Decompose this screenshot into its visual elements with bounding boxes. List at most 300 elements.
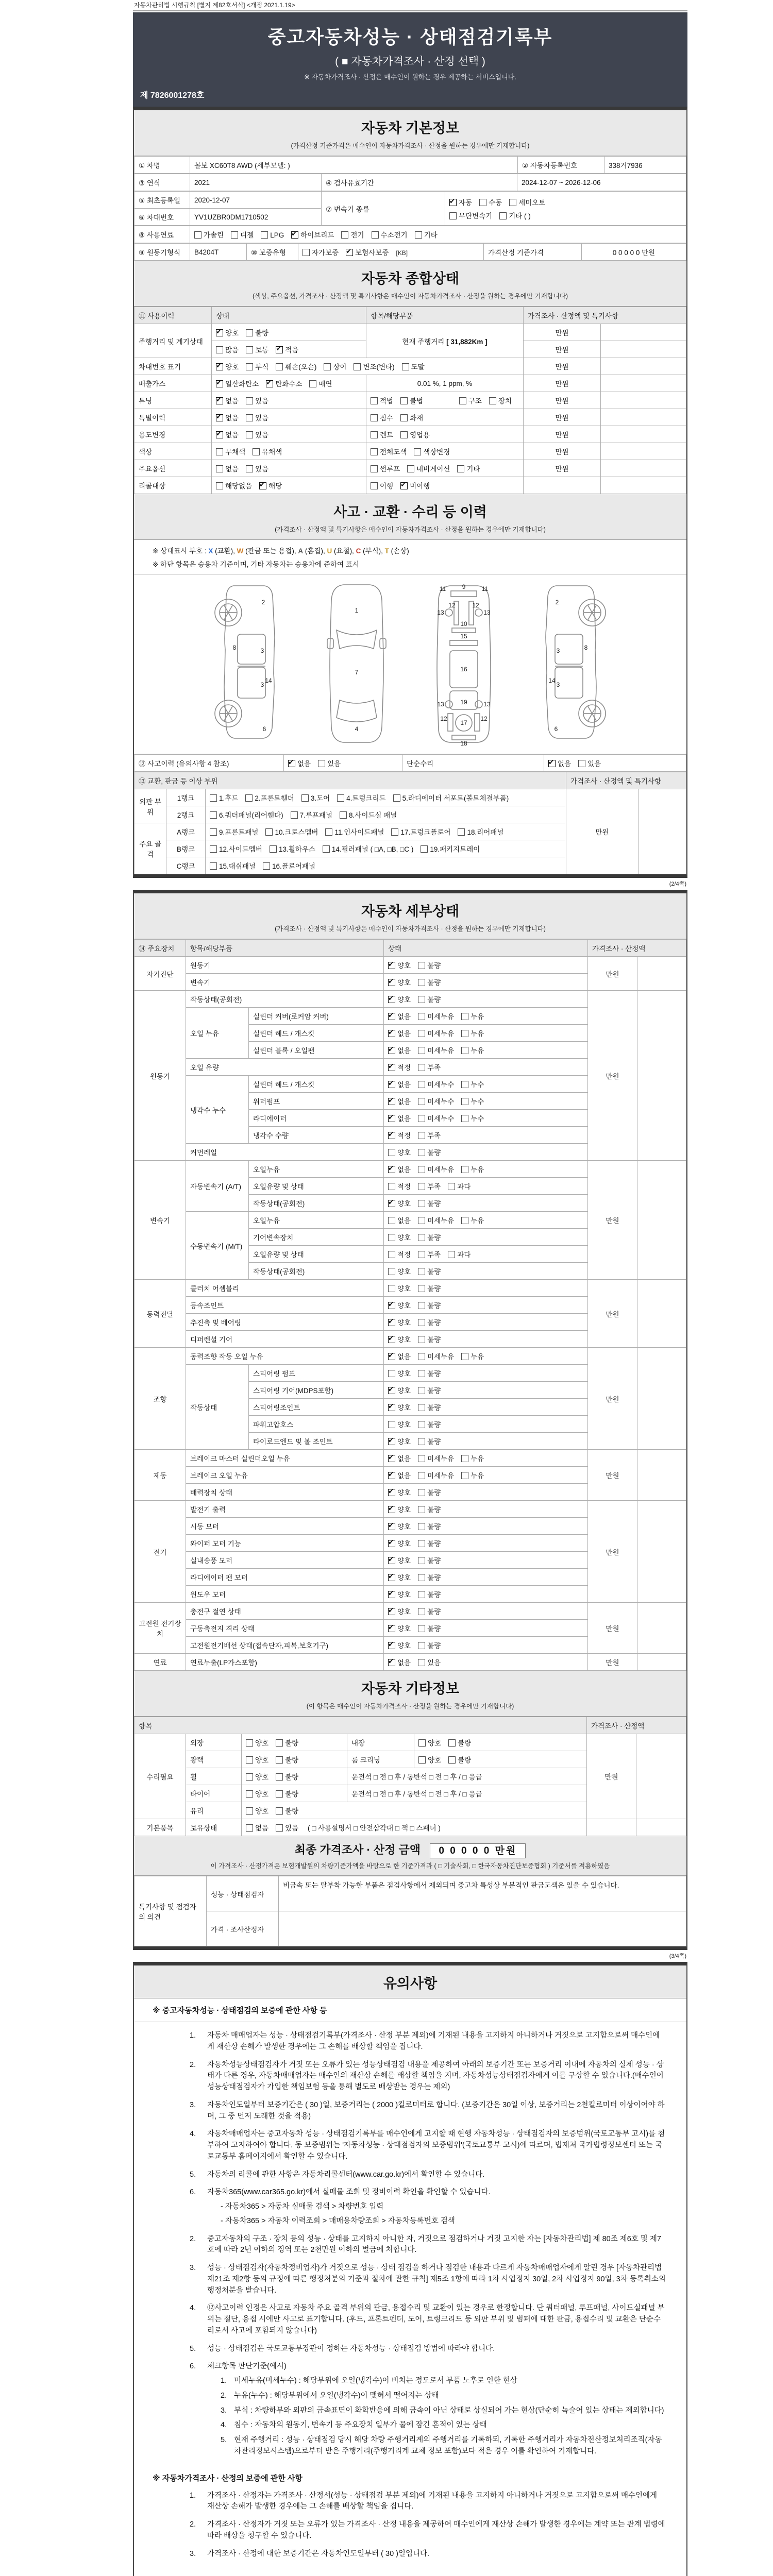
checkbox-icon[interactable] [418,1183,425,1190]
checkbox-icon[interactable] [246,1824,253,1832]
checkbox-option[interactable] [400,480,430,490]
checkbox-icon[interactable] [246,1790,253,1798]
checkbox-checked-icon[interactable] [388,1319,395,1326]
checkbox-icon[interactable] [418,1217,425,1224]
checkbox-icon[interactable] [246,329,253,336]
checkbox-icon[interactable] [418,1506,425,1513]
checkbox-option[interactable]: 18.리어패널 [458,826,503,837]
checkbox-option[interactable] [418,1572,441,1582]
checkbox-icon[interactable] [418,1013,425,1020]
checkbox-option[interactable] [461,1113,484,1123]
checkbox-icon[interactable] [371,397,378,404]
checkbox-icon[interactable] [448,1183,455,1190]
checkbox-option[interactable] [346,247,389,257]
checkbox-option[interactable] [246,1788,268,1799]
checkbox-icon[interactable] [388,1251,395,1258]
checkbox-icon[interactable] [276,1807,283,1815]
checkbox-option[interactable] [388,1334,411,1344]
checkbox-option[interactable]: 4.트렁크리드 [337,792,385,803]
checkbox-option[interactable] [276,1805,298,1816]
checkbox-option[interactable]: 8.사이드실 패널 [340,809,397,820]
checkbox-option[interactable] [216,429,239,439]
checkbox-checked-icon[interactable] [388,1557,395,1564]
checkbox-option[interactable] [253,446,282,456]
checkbox-option[interactable] [418,1504,441,1514]
checkbox-option[interactable] [388,1266,411,1276]
checkbox-icon[interactable] [418,1438,425,1445]
checkbox-icon[interactable] [388,1268,395,1275]
checkbox-option[interactable] [276,1771,298,1782]
checkbox-icon[interactable] [418,1115,425,1122]
checkbox-checked-icon[interactable] [266,380,273,387]
checkbox-option[interactable] [418,1198,441,1208]
checkbox-icon[interactable] [210,794,217,802]
checkbox-icon[interactable] [457,465,464,472]
checkbox-icon[interactable] [246,431,253,438]
checkbox-option[interactable] [388,994,411,1004]
checkbox-option[interactable] [388,1589,411,1599]
checkbox-option[interactable] [479,197,502,207]
checkbox-option[interactable] [231,229,254,240]
checkbox-option[interactable] [400,429,430,439]
checkbox-option[interactable] [388,1249,411,1259]
checkbox-option[interactable] [388,1419,411,1429]
checkbox-option[interactable]: 10.크로스멤버 [265,826,318,837]
checkbox-option[interactable] [461,1453,484,1463]
checkbox-option[interactable] [246,361,268,371]
checkbox-option[interactable] [418,1249,441,1259]
checkbox-option[interactable] [388,1164,411,1174]
checkbox-icon[interactable] [418,1251,425,1258]
checkbox-option[interactable] [461,1028,484,1038]
checkbox-option[interactable] [548,758,571,768]
checkbox-icon[interactable] [418,1166,425,1173]
checkbox-icon[interactable] [418,1064,425,1071]
checkbox-icon[interactable] [418,1489,425,1496]
checkbox-checked-icon[interactable] [388,1540,395,1547]
checkbox-option[interactable] [388,1283,411,1293]
checkbox-option[interactable] [418,1737,441,1748]
checkbox-icon[interactable] [448,1739,456,1747]
checkbox-checked-icon[interactable] [259,482,266,489]
checkbox-icon[interactable] [265,828,273,836]
checkbox-option[interactable] [276,1822,298,1833]
checkbox-icon[interactable] [309,380,316,387]
checkbox-option[interactable] [216,446,245,456]
checkbox-icon[interactable] [246,363,253,370]
checkbox-icon[interactable] [276,1773,283,1781]
checkbox-checked-icon[interactable] [388,1166,395,1173]
checkbox-option[interactable] [461,1470,484,1480]
checkbox-option[interactable] [418,1385,441,1395]
checkbox-icon[interactable] [323,845,330,853]
checkbox-checked-icon[interactable] [388,979,395,986]
checkbox-icon[interactable] [418,1098,425,1105]
checkbox-option[interactable] [246,1822,268,1833]
checkbox-option[interactable] [216,395,239,405]
checkbox-option[interactable] [276,361,316,371]
checkbox-option[interactable] [418,1113,454,1123]
checkbox-option[interactable] [418,1657,441,1667]
checkbox-option[interactable] [246,463,268,473]
checkbox-option[interactable] [371,395,393,405]
checkbox-icon[interactable] [421,845,428,853]
checkbox-icon[interactable] [246,1773,253,1781]
checkbox-icon[interactable] [479,199,486,206]
checkbox-icon[interactable] [407,465,414,472]
checkbox-checked-icon[interactable] [388,1489,395,1496]
checkbox-icon[interactable] [418,1132,425,1139]
checkbox-option[interactable] [246,395,268,405]
checkbox-checked-icon[interactable] [388,1659,395,1666]
checkbox-option[interactable] [461,1011,484,1021]
checkbox-checked-icon[interactable] [216,431,223,438]
checkbox-icon[interactable] [499,212,507,219]
checkbox-icon[interactable] [461,1115,468,1122]
checkbox-option[interactable] [276,1737,298,1748]
checkbox-icon[interactable] [337,794,344,802]
checkbox-icon[interactable] [418,1285,425,1292]
checkbox-option[interactable] [418,1436,441,1446]
checkbox-option[interactable] [418,1640,441,1650]
checkbox-icon[interactable] [263,862,270,870]
checkbox-icon[interactable] [448,1756,456,1764]
checkbox-icon[interactable] [400,431,408,438]
checkbox-option[interactable] [388,1181,411,1191]
checkbox-option[interactable] [461,1164,484,1174]
checkbox-icon[interactable] [418,1591,425,1598]
checkbox-option[interactable] [194,229,224,240]
checkbox-icon[interactable] [246,346,253,353]
checkbox-option[interactable] [388,1198,411,1208]
checkbox-icon[interactable] [261,231,268,239]
checkbox-option[interactable] [246,344,268,354]
checkbox-option[interactable] [388,1436,411,1446]
checkbox-option[interactable]: 7.루프패널 [291,809,332,820]
checkbox-option[interactable] [388,1487,411,1497]
checkbox-option[interactable] [418,1300,441,1310]
checkbox-icon[interactable] [371,448,378,455]
checkbox-option[interactable] [371,446,407,456]
checkbox-icon[interactable] [276,363,283,370]
checkbox-icon[interactable] [276,1739,283,1747]
checkbox-option[interactable] [449,197,472,207]
checkbox-option[interactable] [418,1419,441,1429]
checkbox-checked-icon[interactable] [291,231,298,239]
checkbox-icon[interactable] [418,1421,425,1428]
checkbox-option[interactable] [418,1754,441,1765]
checkbox-checked-icon[interactable] [388,1387,395,1394]
checkbox-icon[interactable] [388,1149,395,1156]
checkbox-icon[interactable] [325,828,332,836]
checkbox-checked-icon[interactable] [388,1336,395,1343]
checkbox-icon[interactable] [449,212,457,219]
checkbox-option[interactable] [448,1737,471,1748]
checkbox-option[interactable] [388,1317,411,1327]
checkbox-icon[interactable] [461,1455,468,1462]
checkbox-option[interactable] [216,463,239,473]
checkbox-option[interactable] [418,1215,454,1225]
checkbox-icon[interactable] [461,1353,468,1360]
checkbox-icon[interactable] [388,1285,395,1292]
checkbox-icon[interactable] [418,1557,425,1564]
checkbox-checked-icon[interactable] [388,1098,395,1105]
checkbox-icon[interactable] [301,794,309,802]
checkbox-option[interactable] [388,1385,411,1395]
checkbox-icon[interactable] [245,794,253,802]
checkbox-icon[interactable] [210,845,217,853]
checkbox-option[interactable] [388,1470,411,1480]
checkbox-icon[interactable] [418,1739,426,1747]
checkbox-icon[interactable] [461,1081,468,1088]
checkbox-icon[interactable] [391,828,398,836]
checkbox-option[interactable] [402,361,425,371]
checkbox-icon[interactable] [216,448,223,455]
checkbox-icon[interactable] [461,1013,468,1020]
checkbox-option[interactable] [371,412,393,422]
checkbox-checked-icon[interactable] [388,1625,395,1632]
checkbox-option[interactable] [246,1805,268,1816]
checkbox-option[interactable] [459,395,482,405]
checkbox-option[interactable] [341,229,364,240]
checkbox-option[interactable]: 6.쿼더패널(리어휀다) [210,809,283,820]
checkbox-icon[interactable] [371,465,378,472]
checkbox-icon[interactable] [418,1081,425,1088]
checkbox-option[interactable] [216,344,239,354]
checkbox-option[interactable]: 16.플로어패널 [263,860,315,871]
checkbox-checked-icon[interactable] [400,482,408,489]
checkbox-icon[interactable] [388,1421,395,1428]
checkbox-checked-icon[interactable] [449,199,457,206]
checkbox-checked-icon[interactable] [216,363,223,370]
checkbox-option[interactable] [309,378,332,388]
checkbox-option[interactable] [418,1317,441,1327]
checkbox-option[interactable] [291,229,334,240]
checkbox-option[interactable] [461,1045,484,1055]
checkbox-checked-icon[interactable] [388,1404,395,1411]
checkbox-icon[interactable] [459,397,466,404]
checkbox-option[interactable] [418,1521,441,1531]
checkbox-option[interactable] [388,1147,411,1157]
checkbox-option[interactable] [388,1300,411,1310]
checkbox-option[interactable] [276,1788,298,1799]
checkbox-option[interactable] [246,1754,268,1765]
checkbox-option[interactable] [261,231,284,239]
checkbox-icon[interactable] [270,845,277,853]
checkbox-checked-icon[interactable] [388,1438,395,1445]
checkbox-option[interactable]: 9.프론트패널 [210,826,258,837]
checkbox-checked-icon[interactable] [388,1200,395,1207]
checkbox-checked-icon[interactable] [388,996,395,1003]
checkbox-checked-icon[interactable] [388,1302,395,1309]
checkbox-icon[interactable] [418,1047,425,1054]
checkbox-icon[interactable] [418,1302,425,1309]
checkbox-icon[interactable] [216,482,223,489]
checkbox-option[interactable] [388,1130,411,1140]
checkbox-option[interactable] [388,1011,411,1021]
checkbox-option[interactable] [415,229,438,240]
checkbox-icon[interactable] [246,1739,253,1747]
checkbox-icon[interactable] [418,1608,425,1615]
checkbox-icon[interactable] [418,1030,425,1037]
checkbox-icon[interactable] [371,414,378,421]
checkbox-checked-icon[interactable] [388,1353,395,1360]
checkbox-option[interactable] [509,197,545,207]
checkbox-icon[interactable] [246,1807,253,1815]
checkbox-option[interactable]: 2.프론트휀더 [245,792,294,803]
checkbox-option[interactable] [216,327,239,337]
checkbox-option[interactable] [418,1283,441,1293]
checkbox-checked-icon[interactable] [388,1591,395,1598]
checkbox-option[interactable] [216,480,252,490]
checkbox-checked-icon[interactable] [276,346,283,353]
checkbox-option[interactable] [418,1045,454,1055]
checkbox-checked-icon[interactable] [388,1115,395,1122]
checkbox-option[interactable] [246,1737,268,1748]
checkbox-option[interactable] [388,1640,411,1650]
checkbox-option[interactable] [400,412,423,422]
checkbox-option[interactable] [388,1096,411,1106]
checkbox-icon[interactable] [461,1047,468,1054]
checkbox-icon[interactable] [461,1166,468,1173]
checkbox-icon[interactable] [418,1455,425,1462]
checkbox-checked-icon[interactable] [388,1081,395,1088]
checkbox-option[interactable] [418,960,441,970]
checkbox-checked-icon[interactable] [388,1455,395,1462]
checkbox-option[interactable] [418,1062,441,1072]
checkbox-icon[interactable] [210,811,217,819]
checkbox-icon[interactable] [418,1574,425,1581]
checkbox-icon[interactable] [418,1149,425,1156]
checkbox-icon[interactable] [418,979,425,986]
checkbox-icon[interactable] [341,231,348,239]
checkbox-option[interactable] [388,977,411,987]
checkbox-option[interactable] [388,1606,411,1616]
checkbox-option[interactable] [246,1771,268,1782]
checkbox-checked-icon[interactable] [388,1642,395,1649]
checkbox-option[interactable] [388,1232,411,1242]
checkbox-icon[interactable] [246,414,253,421]
checkbox-icon[interactable] [210,862,217,870]
checkbox-option[interactable] [489,395,512,405]
checkbox-icon[interactable] [448,1251,455,1258]
checkbox-icon[interactable] [318,760,325,767]
checkbox-option[interactable] [388,1079,411,1089]
checkbox-icon[interactable] [210,828,217,836]
checkbox-option[interactable] [388,1028,411,1038]
checkbox-icon[interactable] [400,397,408,404]
checkbox-option[interactable] [388,1368,411,1378]
checkbox-option[interactable] [418,1470,454,1480]
checkbox-option[interactable] [246,327,268,337]
checkbox-option[interactable] [371,463,400,473]
checkbox-option[interactable]: 11.인사이드패널 [325,826,384,837]
checkbox-option[interactable] [246,412,268,422]
checkbox-icon[interactable] [194,231,201,239]
checkbox-option[interactable] [372,229,408,240]
checkbox-icon[interactable] [418,1370,425,1377]
checkbox-option[interactable] [418,1164,454,1174]
checkbox-option[interactable] [388,1504,411,1514]
checkbox-icon[interactable] [418,1625,425,1632]
checkbox-checked-icon[interactable] [388,1030,395,1037]
checkbox-option[interactable] [388,1572,411,1582]
checkbox-option[interactable] [461,1215,484,1225]
checkbox-option[interactable] [371,480,393,490]
checkbox-icon[interactable] [418,1642,425,1649]
checkbox-icon[interactable] [418,1353,425,1360]
checkbox-icon[interactable] [418,1756,426,1764]
checkbox-icon[interactable] [253,448,260,455]
checkbox-option[interactable] [418,1453,454,1463]
checkbox-option[interactable] [418,994,441,1004]
checkbox-icon[interactable] [246,397,253,404]
checkbox-option[interactable] [448,1754,471,1765]
checkbox-option[interactable] [388,1538,411,1548]
checkbox-option[interactable] [418,1011,454,1021]
checkbox-option[interactable] [407,463,450,473]
checkbox-option[interactable] [418,1351,454,1361]
checkbox-checked-icon[interactable] [388,1608,395,1615]
checkbox-option[interactable] [303,247,339,257]
checkbox-icon[interactable] [324,363,331,370]
checkbox-checked-icon[interactable] [216,380,223,387]
checkbox-icon[interactable] [231,231,238,239]
checkbox-icon[interactable] [393,794,400,802]
checkbox-icon[interactable] [400,414,408,421]
checkbox-checked-icon[interactable] [216,329,223,336]
checkbox-option[interactable] [418,1487,441,1497]
checkbox-option[interactable] [418,977,441,987]
checkbox-option[interactable] [418,1147,441,1157]
checkbox-option[interactable] [418,1232,441,1242]
checkbox-option[interactable] [578,758,601,768]
checkbox-option[interactable]: 3.도어 [301,792,330,803]
checkbox-icon[interactable] [414,448,421,455]
checkbox-checked-icon[interactable] [388,1472,395,1479]
checkbox-option[interactable] [318,758,341,768]
checkbox-icon[interactable] [388,1234,395,1241]
checkbox-icon[interactable] [418,1472,425,1479]
checkbox-icon[interactable] [418,1404,425,1411]
checkbox-checked-icon[interactable] [346,249,353,256]
checkbox-icon[interactable] [354,363,361,370]
checkbox-icon[interactable] [418,1659,425,1666]
checkbox-option[interactable] [216,412,239,422]
checkbox-option[interactable] [388,1657,411,1667]
checkbox-option[interactable]: 1.후드 [210,792,238,803]
checkbox-option[interactable] [276,344,298,354]
checkbox-icon[interactable] [418,1540,425,1547]
checkbox-checked-icon[interactable] [216,397,223,404]
checkbox-icon[interactable] [418,1319,425,1326]
checkbox-option[interactable] [499,210,531,221]
checkbox-option[interactable] [259,480,282,490]
checkbox-option[interactable] [266,378,302,388]
checkbox-icon[interactable] [418,1336,425,1343]
checkbox-option[interactable] [418,1266,441,1276]
checkbox-icon[interactable] [388,1217,395,1224]
checkbox-option[interactable]: 19.패키지트레이 [421,843,480,854]
checkbox-icon[interactable] [402,363,409,370]
checkbox-option[interactable] [461,1351,484,1361]
checkbox-checked-icon[interactable] [388,1064,395,1071]
checkbox-option[interactable]: 15.대쉬패널 [210,860,256,871]
checkbox-option[interactable] [461,1096,484,1106]
checkbox-option[interactable] [449,210,492,221]
checkbox-checked-icon[interactable] [388,1574,395,1581]
checkbox-option[interactable] [461,1079,484,1089]
